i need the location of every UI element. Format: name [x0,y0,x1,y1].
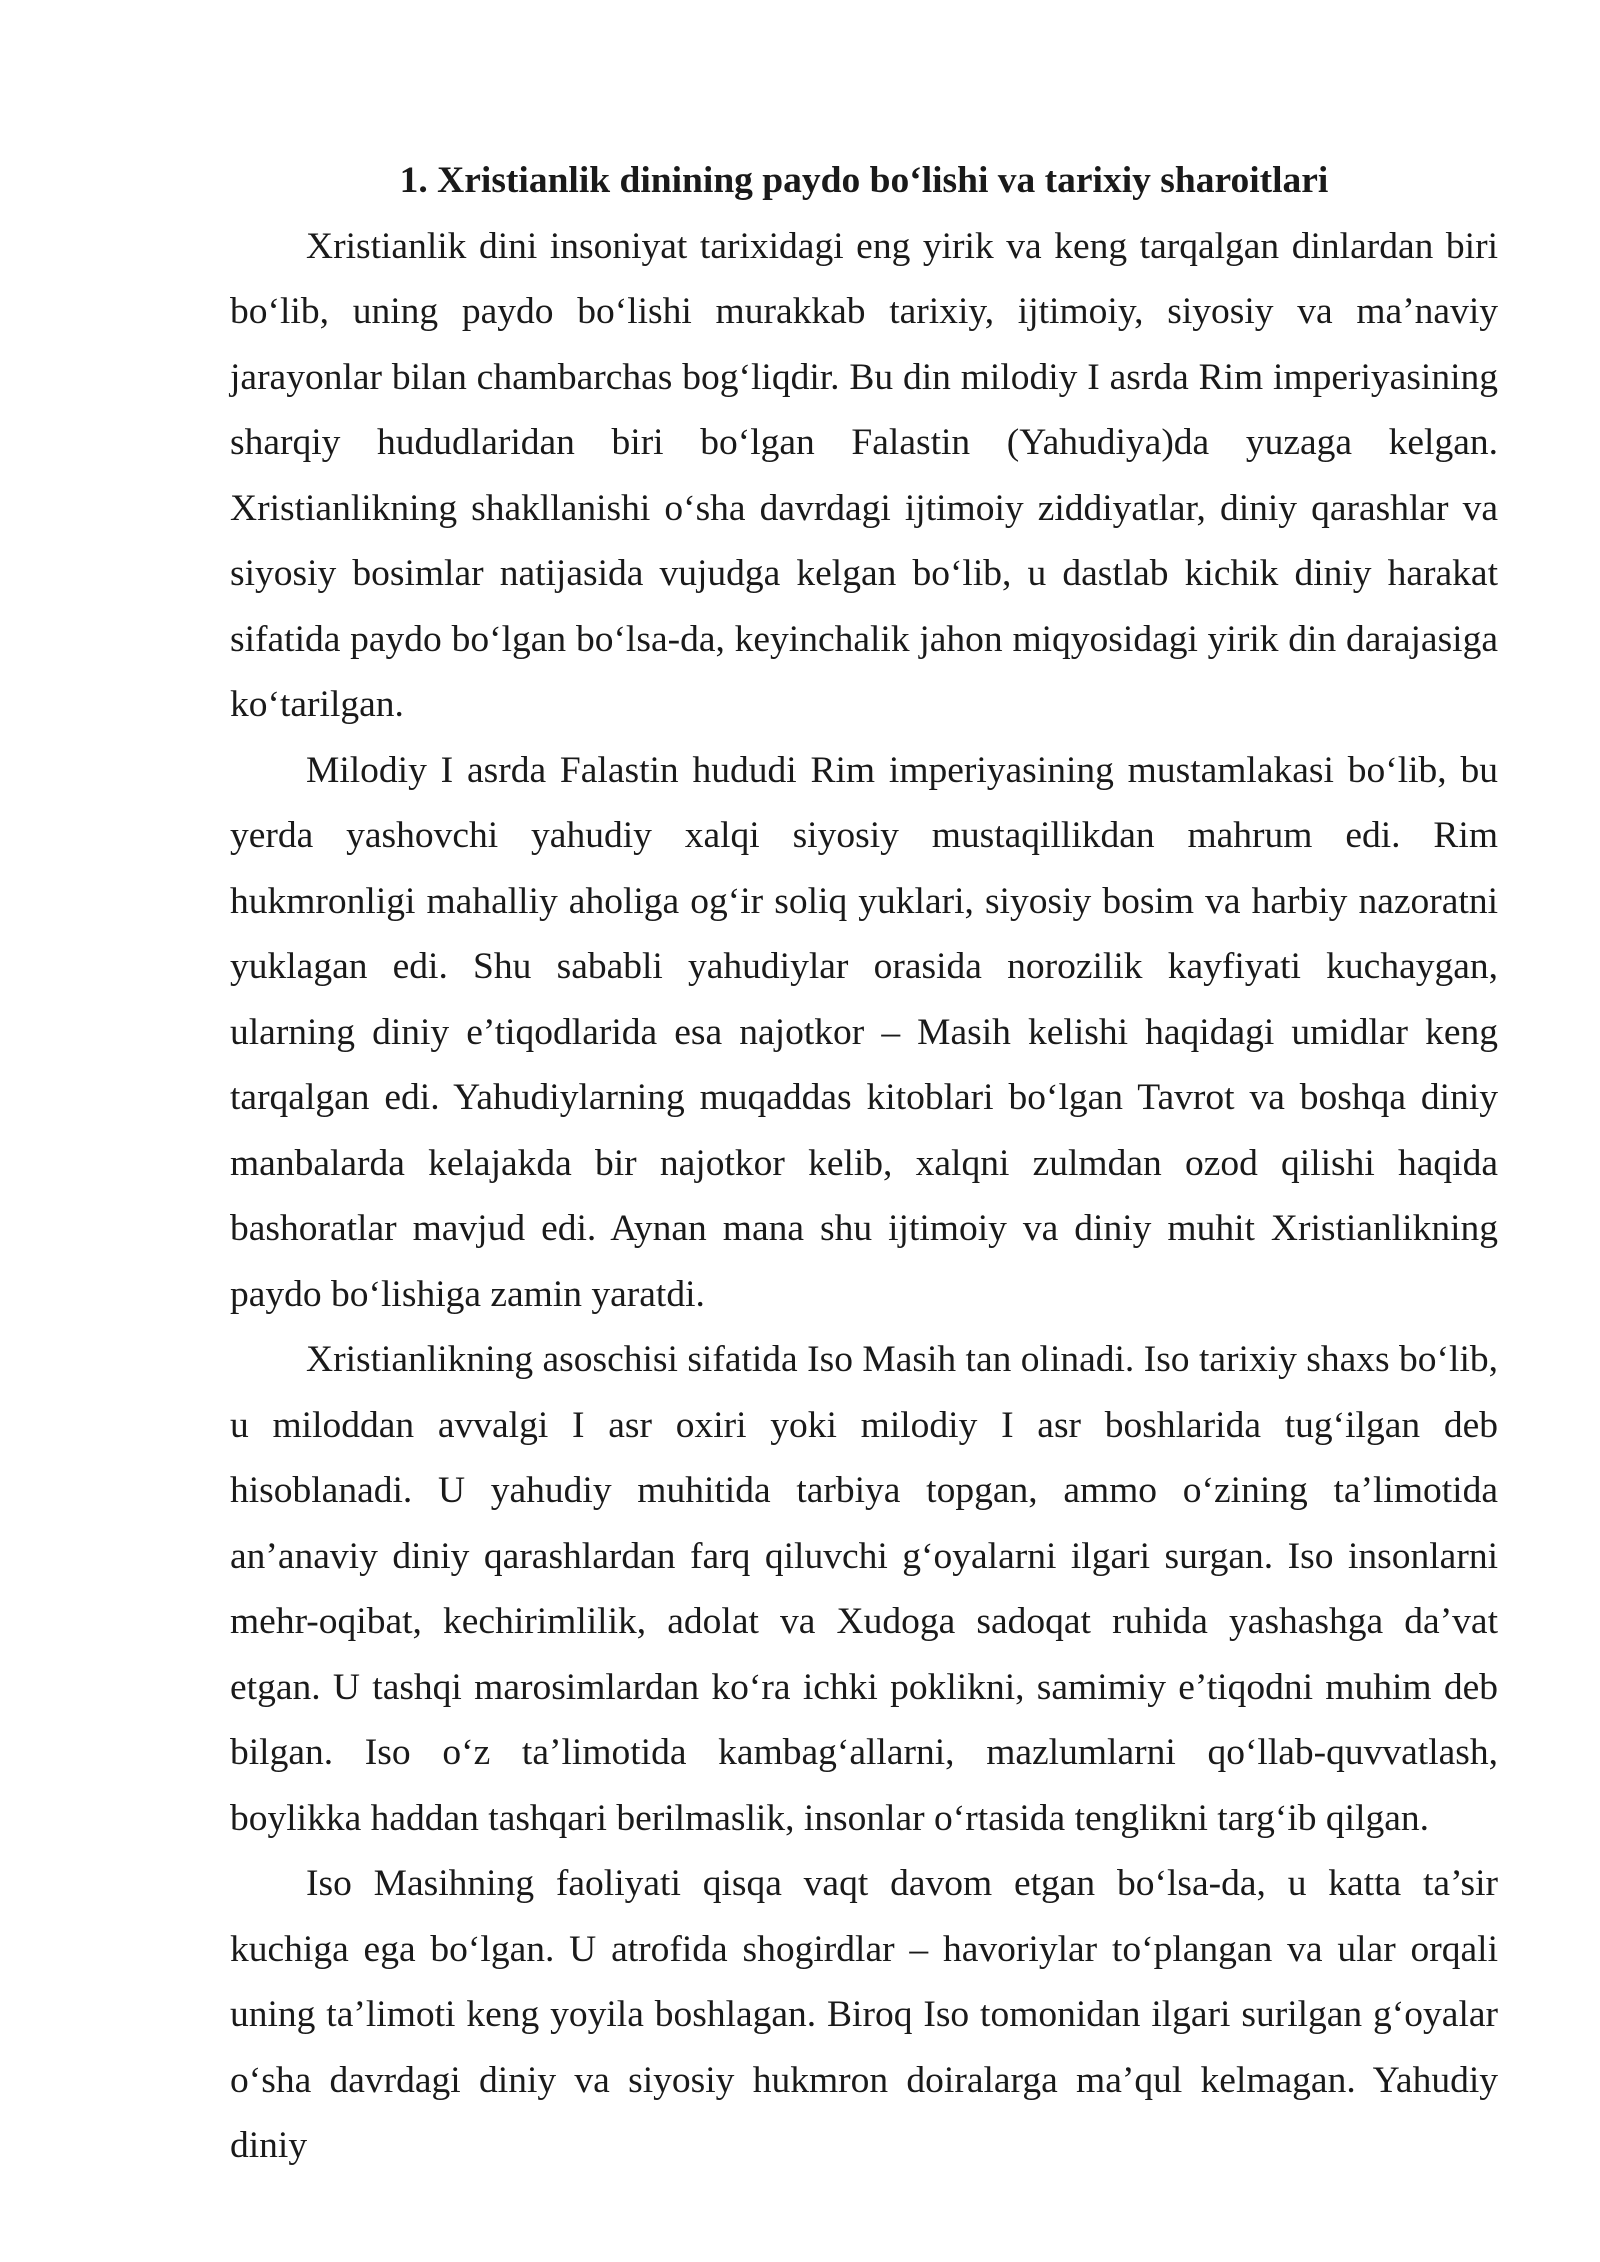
document-page [230,148,1498,2179]
paragraph-1: Xristianlik dini insoniyat tarixidagi eng yirik va keng tarqalgan dinlardan biri bo‘lib, uning paydo bo‘lishi murakkab tarixiy, ijtimoiy, siyosiy va ma’naviy jarayonlar bilan chambarchas bog‘liqdir. Bu din milodiy I asrda Rim imperiyasining sharqiy hududlaridan biri bo‘lgan Falastin (Yahudiya)da yuzaga kelgan. Xristianlikning shakllanishi o‘sha davrdagi ijtimoiy ziddiyatlar, diniy qarashlar va siyosiy bosimlar natijasida vujudga kelgan bo‘lib, u dastlab kichik diniy harakat sifatida paydo bo‘lgan bo‘lsa-da, keyinchalik jahon miqyosidagi yirik din darajasiga ko‘tarilgan. [230,225,1498,725]
paragraph-2: Milodiy I asrda Falastin hududi Rim imperiyasining mustamlakasi bo‘lib, bu yerda yashovchi yahudiy xalqi siyosiy mustaqillikdan mahrum edi. Rim hukmronligi mahalliy aholiga og‘ir soliq yuklari, siyosiy bosim va harbiy nazoratni yuklagan edi. Shu sababli yahudiylar orasida norozilik kayfiyati kuchaygan, ularning diniy e’tiqodlarida esa najotkor – Masih kelishi haqidagi umidlar keng tarqalgan edi. Yahudiylarning muqaddas kitoblari bo‘lgan Tavrot va boshqa diniy manbalarda kelajakda bir najotkor kelib, xalqni zulmdan ozod qilishi haqida bashoratlar mavjud edi. Aynan mana shu ijtimoiy va diniy muhit Xristianlikning paydo bo‘lishiga zamin yaratdi. [230,749,1498,1315]
paragraph-3: Xristianlikning asoschisi sifatida Iso Masih tan olinadi. Iso tarixiy shaxs bo‘lib, u miloddan avvalgi I asr oxiri yoki milodiy I asr boshlarida tug‘ilgan deb hisoblanadi. U yahudiy muhitida tarbiya topgan, ammo o‘zining ta’limotida an’anaviy diniy qarashlardan farq qiluvchi g‘oyalarni ilgari surgan. Iso insonlarni mehr-oqibat, kechirimlilik, adolat va Xudoga sadoqat ruhida yashashga da’vat etgan. U tashqi marosimlardan ko‘ra ichki poklikni, samimiy e’tiqodni muhim deb bilgan. Iso o‘z ta’limotida kambag‘allarni, mazlumlarni qo‘llab-quvvatlash, boylikka haddan tashqari berilmaslik, insonlar o‘rtasida tenglikni targ‘ib qilgan. [230,1339,1498,1839]
section-heading: 1. Xristianlik dinining paydo bo‘lishi va tarixiy sharoitlari [399,160,1329,201]
paragraph-4: Iso Masihning faoliyati qisqa vaqt davom etgan bo‘lsa-da, u katta ta’sir kuchiga ega bo‘lgan. U atrofida shogirdlar – havoriylar to‘plangan va ular orqali uning ta’limoti keng yoyila boshlagan. Biroq Iso tomonidan ilgari surilgan g‘oyalar o‘sha davrdagi diniy va siyosiy hukmron doiralarga ma’qul kelmagan. Yahudiy diniy [230,1863,1498,2166]
